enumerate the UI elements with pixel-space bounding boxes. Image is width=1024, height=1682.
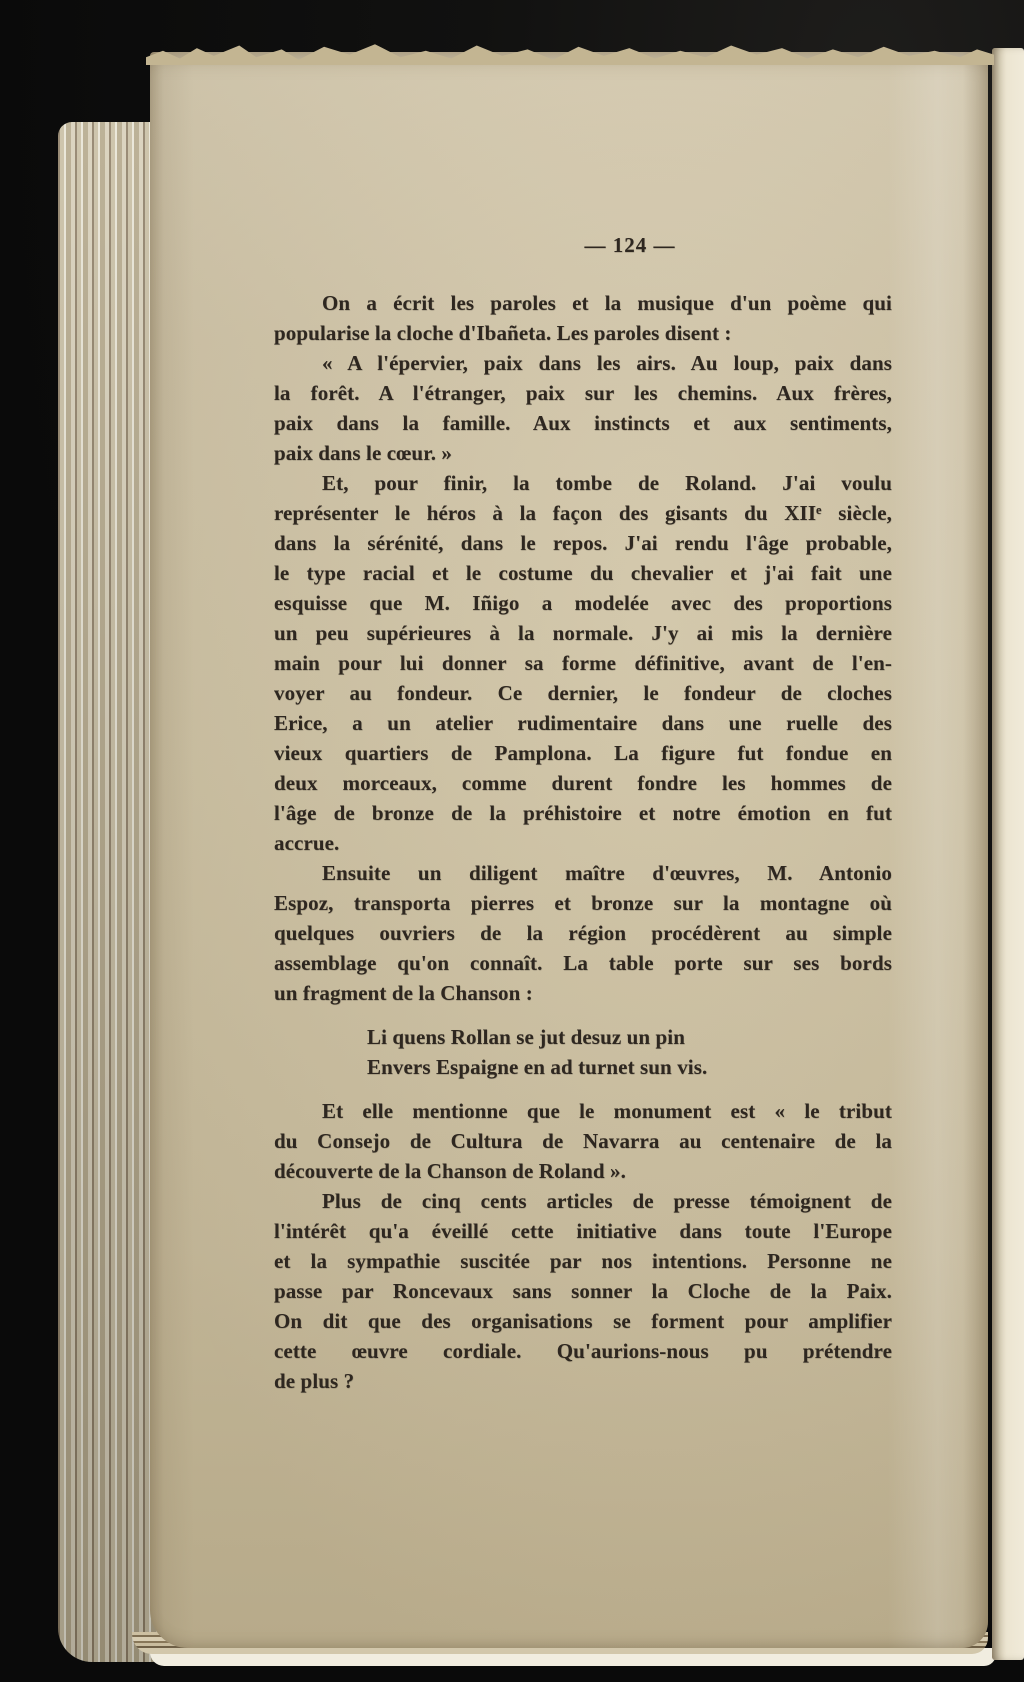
text-line: la forêt. A l'étranger, paix sur les chemins. Aux frères, <box>274 381 892 405</box>
text-line: Plus de cinq cents articles de presse témoignent de <box>322 1189 892 1213</box>
page-stack-left-edge <box>58 122 162 1662</box>
text-line: paix dans le cœur. » <box>274 441 453 465</box>
text-line: deux morceaux, comme durent fondre les hommes de <box>274 771 892 795</box>
text-line: un fragment de la Chanson : <box>274 981 533 1005</box>
text-line: popularise la cloche d'Ibañeta. Les paroles disent : <box>274 321 732 345</box>
text-line: Et, pour finir, la tombe de Roland. J'ai voulu <box>322 471 892 495</box>
text-line: l'âge de bronze de la préhistoire et notre émotion en fut <box>274 801 892 825</box>
verse-line: Envers Espaigne en ad turnet sun vis. <box>367 1055 708 1079</box>
text-line: « A l'épervier, paix dans les airs. Au loup, paix dans <box>322 351 892 375</box>
text-line: voyer au fondeur. Ce dernier, le fondeur de cloches <box>274 681 892 705</box>
text-line: dans la sérénité, dans le repos. J'ai rendu l'âge probable, <box>274 531 892 555</box>
text-line: un peu supérieures à la normale. J'y ai mis la dernière <box>274 621 892 645</box>
text-line: Erice, a un atelier rudimentaire dans une ruelle des <box>274 711 892 735</box>
text-line: représenter le héros à la façon des gisants du XIIᵉ siècle, <box>274 501 892 525</box>
text-line: esquisse que M. Iñigo a modelée avec des proportions <box>274 591 892 615</box>
facing-page-edge <box>992 48 1024 1660</box>
text-line: paix dans la famille. Aux instincts et aux sentiments, <box>274 411 892 435</box>
text-line: du Consejo de Cultura de Navarra au centenaire de la <box>274 1129 892 1153</box>
verse-quote <box>274 1022 892 1082</box>
text-line: quelques ouvriers de la région procédèrent au simple <box>274 921 892 945</box>
book-page <box>150 52 988 1648</box>
text-line: Ensuite un diligent maître d'œuvres, M. Antonio <box>322 861 892 885</box>
text-line: l'intérêt qu'a éveillé cette initiative dans toute l'Europe <box>274 1219 892 1243</box>
text-line: On a écrit les paroles et la musique d'un poème qui <box>322 291 892 315</box>
text-line: vieux quartiers de Pamplona. La figure fut fondue en <box>274 741 892 765</box>
text-line: Et elle mentionne que le monument est « le tribut <box>322 1099 892 1123</box>
text-line: assemblage qu'on connaît. La table porte sur ses bords <box>274 951 892 975</box>
text-line: On dit que des organisations se forment pour amplifier <box>274 1309 892 1333</box>
text-line: passe par Roncevaux sans sonner la Cloche de la Paix. <box>274 1279 892 1303</box>
text-line: main pour lui donner sa forme définitive, avant de l'en- <box>274 651 892 675</box>
page-number: — 124 — <box>584 233 676 257</box>
text-line: et la sympathie suscitée par nos intentions. Personne ne <box>274 1249 892 1273</box>
text-line: de plus ? <box>274 1369 355 1393</box>
text-line: cette œuvre cordiale. Qu'aurions-nous pu prétendre <box>274 1339 892 1363</box>
text-line: Espoz, transporta pierres et bronze sur la montagne où <box>274 891 892 915</box>
verse-line: Li quens Rollan se jut desuz un pin <box>367 1025 686 1049</box>
text-line: accrue. <box>274 831 340 855</box>
page-text-block <box>274 230 892 1396</box>
text-line: le type racial et le costume du chevalier et j'ai fait une <box>274 561 892 585</box>
text-line: découverte de la Chanson de Roland ». <box>274 1159 626 1183</box>
